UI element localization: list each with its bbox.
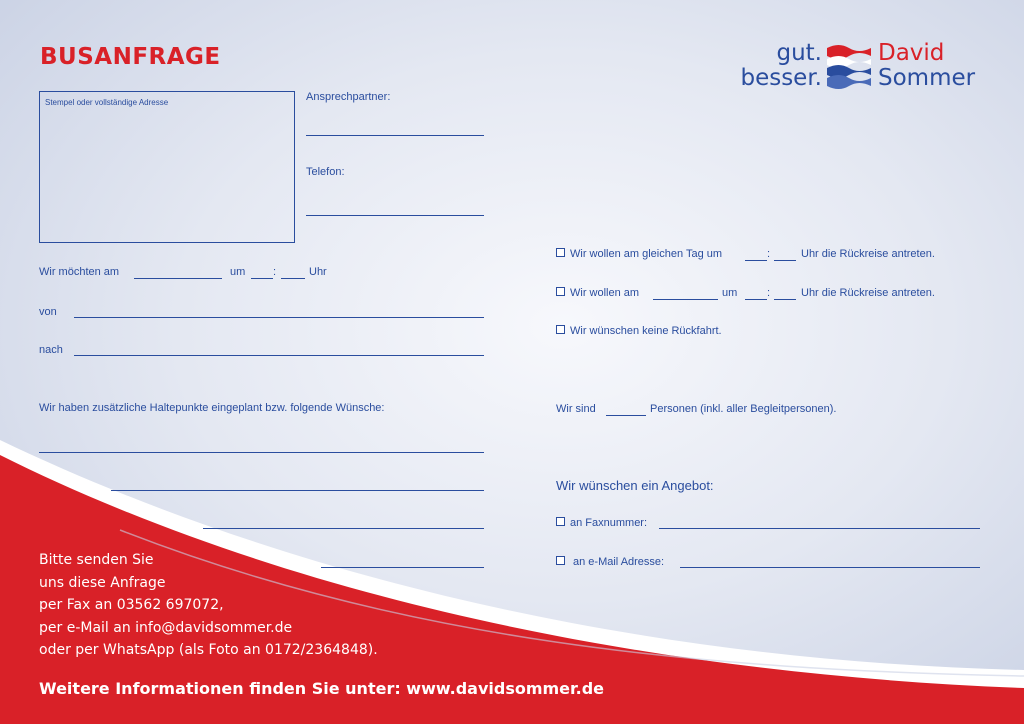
footer-line-5: oder per WhatsApp (als Foto an 0172/2364848). [39,642,378,658]
return-same-day-checkbox[interactable] [556,248,565,257]
logo-name-line2: Sommer [878,65,976,91]
return-same-day-prefix: Wir wollen am gleichen Tag um [570,248,723,260]
from-label: von [39,306,57,318]
stops-input-line-1[interactable] [39,452,484,453]
footer-more-info: Weitere Informationen finden Sie unter: www.davidsommer.de [39,679,605,698]
return-other-day-minute-line[interactable] [774,299,796,300]
email-option-checkbox[interactable] [556,556,565,565]
return-other-day-suffix: Uhr die Rückreise antreten. [801,287,935,299]
date-prefix-label: Wir möchten am [39,266,120,278]
return-same-day-suffix: Uhr die Rückreise antreten. [801,248,935,260]
contact-label: Ansprechpartner: [306,91,391,103]
footer-line-2: uns diese Anfrage [39,574,166,591]
fax-option-checkbox[interactable] [556,517,565,526]
persons-suffix: Personen (inkl. aller Begleitpersonen). [650,403,837,415]
return-other-day-middle: um [722,287,738,299]
logo-slogan-line2: besser. [740,65,822,91]
persons-prefix: Wir sind [556,403,596,415]
fax-option-label: an Faxnummer: [570,517,648,529]
date-input-line[interactable] [134,278,222,279]
stops-label: Wir haben zusätzliche Haltepunkte eingeplant bzw. folgende Wünsche: [39,402,385,414]
persons-input-line[interactable] [606,415,646,416]
phone-input-line[interactable] [306,215,484,216]
return-same-day-colon: : [767,248,771,260]
fax-input-line[interactable] [659,528,980,529]
return-same-day-hour-line[interactable] [745,260,767,261]
page-title: BUSANFRAGE [40,44,221,70]
from-input-line[interactable] [74,317,484,318]
time-colon: : [273,266,277,278]
logo-name-line1: David [878,40,945,66]
footer-line-4: per e-Mail an info@davidsommer.de [39,619,293,636]
stops-input-line-3[interactable] [203,528,484,529]
return-other-day-hour-line[interactable] [745,299,767,300]
return-other-day-prefix: Wir wollen am [570,287,640,299]
email-option-label: an e-Mail Adresse: [573,556,665,568]
stops-input-line-2[interactable] [111,490,484,491]
footer-line-3: per Fax an 03562 697072, [39,597,224,613]
stamp-address-box[interactable] [39,91,295,243]
logo-slogan-line1: gut. [776,40,822,66]
return-other-day-colon: : [767,287,771,299]
time-suffix-label: Uhr [309,266,327,278]
footer-line-1: Bitte senden Sie [39,552,154,568]
return-same-day-minute-line[interactable] [774,260,796,261]
to-input-line[interactable] [74,355,484,356]
return-other-day-checkbox[interactable] [556,287,565,296]
hour-input-line[interactable] [251,278,273,279]
stamp-label: Stempel oder vollständige Adresse [45,98,169,107]
offer-heading: Wir wünschen ein Angebot: [556,478,714,493]
email-input-line[interactable] [680,567,980,568]
footer-instructions [39,549,378,662]
contact-input-line[interactable] [306,135,484,136]
to-label: nach [39,344,63,356]
minute-input-line[interactable] [281,278,305,279]
no-return-label: Wir wünschen keine Rückfahrt. [570,325,722,337]
no-return-checkbox[interactable] [556,325,565,334]
time-prefix-label: um [230,266,246,278]
return-other-day-date-line[interactable] [653,299,718,300]
phone-label: Telefon: [306,166,345,178]
logo [728,41,988,93]
wave-flag-icon [825,42,873,90]
